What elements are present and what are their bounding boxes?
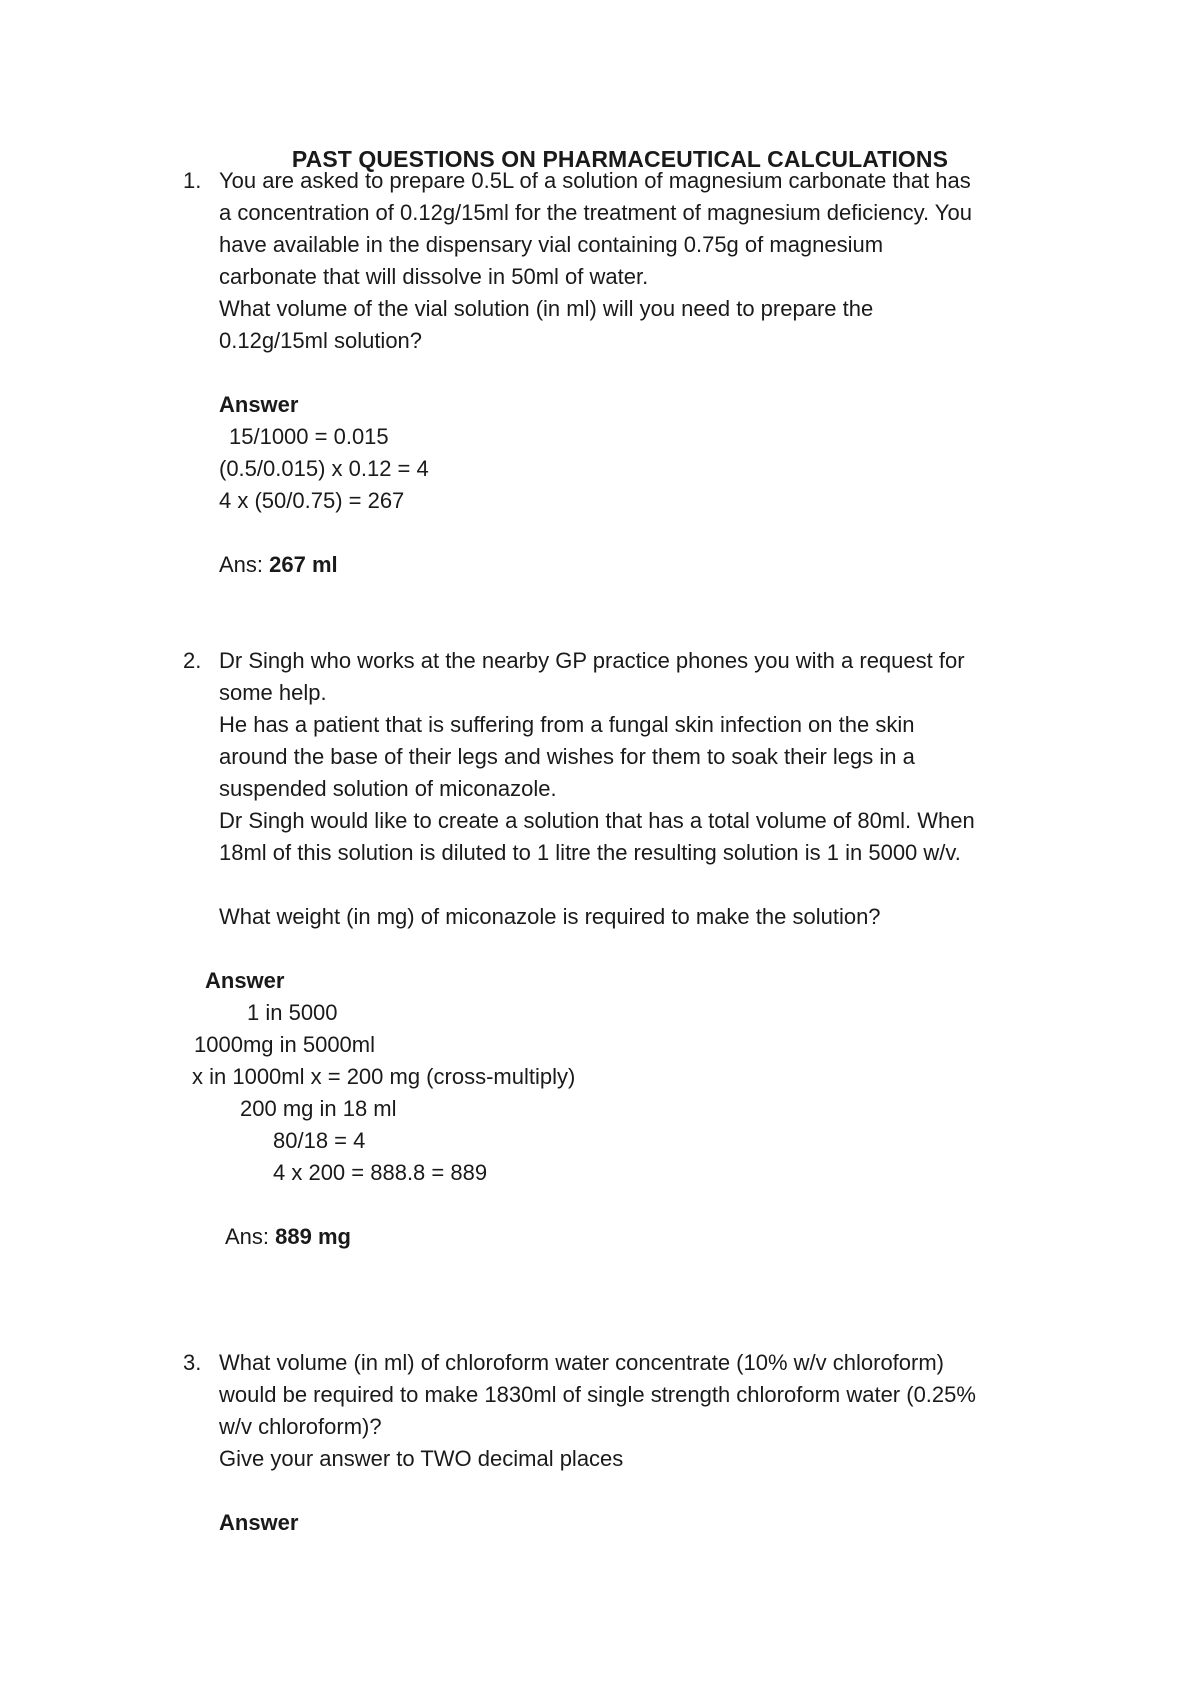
- question-2-working-line: 80/18 = 4: [273, 1128, 366, 1153]
- question-2-number: 2.: [183, 648, 202, 673]
- question-2-final-answer: [225, 1223, 351, 1251]
- question-3-line: Give your answer to TWO decimal places: [219, 1446, 624, 1471]
- question-1-line: What volume of the vial solution (in ml) will you need to prepare the: [219, 296, 874, 321]
- question-2-question: What weight (in mg) of miconazole is required to make the solution?: [219, 904, 881, 929]
- final-answer-value: 889 mg: [275, 1224, 351, 1249]
- question-3-line: What volume (in ml) of chloroform water concentrate (10% w/v chloroform): [219, 1350, 945, 1375]
- question-3-line: would be required to make 1830ml of single strength chloroform water (0.25%: [219, 1382, 976, 1407]
- question-2-working-line: 4 x 200 = 888.8 = 889: [273, 1160, 488, 1185]
- question-2-line: some help.: [219, 680, 327, 705]
- question-1-final-answer: [219, 551, 338, 579]
- final-answer-prefix: Ans:: [219, 552, 270, 577]
- question-1-number: 1.: [183, 168, 202, 193]
- question-3-line: w/v chloroform)?: [219, 1414, 382, 1439]
- question-2-working-line: x in 1000ml x = 200 mg (cross-multiply): [192, 1064, 576, 1089]
- question-1-line: a concentration of 0.12g/15ml for the treatment of magnesium deficiency. You: [219, 200, 972, 225]
- question-1-line: carbonate that will dissolve in 50ml of water.: [219, 264, 649, 289]
- question-2-line: He has a patient that is suffering from a fungal skin infection on the skin: [219, 712, 915, 737]
- question-1-line: have available in the dispensary vial containing 0.75g of magnesium: [219, 232, 884, 257]
- question-1-line: You are asked to prepare 0.5L of a solution of magnesium carbonate that has: [219, 168, 971, 193]
- question-1-line: 0.12g/15ml solution?: [219, 328, 423, 353]
- page-title: PAST QUESTIONS ON PHARMACEUTICAL CALCULATIONS: [291, 146, 949, 172]
- question-2-line: around the base of their legs and wishes for them to soak their legs in a: [219, 744, 915, 769]
- question-2-answer-heading: Answer: [205, 968, 285, 993]
- question-2-line: suspended solution of miconazole.: [219, 776, 557, 801]
- question-2-line: Dr Singh would like to create a solution that has a total volume of 80ml. When: [219, 808, 975, 833]
- question-2-working-line: 1 in 5000: [247, 1000, 338, 1025]
- final-answer-value: 267 ml: [269, 552, 338, 577]
- question-3-answer-heading: Answer: [219, 1510, 299, 1535]
- question-1-working-line: 15/1000 = 0.015: [229, 424, 389, 449]
- question-1-answer-heading: Answer: [219, 392, 299, 417]
- question-2-working-line: 1000mg in 5000ml: [194, 1032, 376, 1057]
- final-answer-prefix: Ans:: [225, 1224, 276, 1249]
- question-2-line: Dr Singh who works at the nearby GP practice phones you with a request for: [219, 648, 965, 673]
- question-2-working-line: 200 mg in 18 ml: [240, 1096, 397, 1121]
- question-1-working-line: 4 x (50/0.75) = 267: [219, 488, 405, 513]
- question-1-working-line: (0.5/0.015) x 0.12 = 4: [219, 456, 429, 481]
- question-2-line: 18ml of this solution is diluted to 1 litre the resulting solution is 1 in 5000 w/v.: [219, 840, 961, 865]
- question-3-number: 3.: [183, 1350, 202, 1375]
